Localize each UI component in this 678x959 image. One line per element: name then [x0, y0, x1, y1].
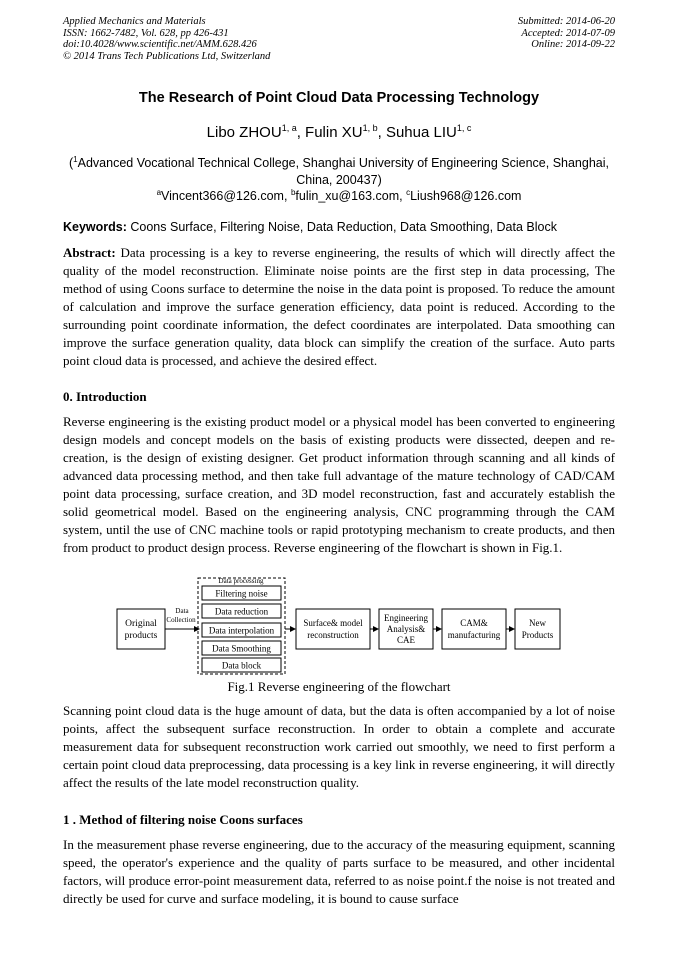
- author-emails: [0, 188, 678, 203]
- abstract-label: Abstract:: [63, 245, 116, 260]
- keywords-text: Coons Surface, Filtering Noise, Data Reduction, Data Smoothing, Data Block: [126, 220, 557, 234]
- author-separator: ,: [296, 124, 306, 141]
- abstract: [63, 244, 615, 370]
- method-paragraph: In the measurement phase reverse engineering, due to the accuracy of the measuring equipment, scanning speed, the operator's experience and the quality of parts surface to be measured, and other incidental factors, will produce error-point measurement data, referred to as noise point.f the noise is not treated and directly be used for curve and surface modeling, it is bound to cause surface: [63, 837, 615, 906]
- submission-dates: [518, 16, 615, 51]
- cam-line2: manufacturing: [447, 630, 501, 640]
- author-affiliation-mark: 1, c: [456, 123, 472, 133]
- original-products-line2: products: [124, 631, 158, 641]
- introduction-heading: 0. Introduction: [63, 389, 147, 404]
- step-data-smoothing: Data Smoothing: [212, 643, 271, 654]
- email-mark: a: [156, 188, 162, 197]
- new-products-box: [515, 609, 560, 649]
- author-name: Fulin XU: [305, 124, 363, 141]
- affiliation-open-paren: (: [69, 156, 74, 170]
- cam-manufacturing-box: [442, 609, 506, 649]
- email-address: fulin_xu@163.com: [295, 189, 400, 203]
- accepted-date: Accepted: 2014-07-09: [521, 27, 615, 39]
- original-products-line1: Original: [125, 619, 157, 629]
- surface-reconstruction-line1: Surface& model: [303, 618, 363, 628]
- affiliation-mark: 1: [73, 155, 78, 164]
- introduction-paragraph: Reverse engineering is the existing product model or a physical model has been converted to engineering design models and concept models on the basis of existing products were dissected, deepen and re-creation, is the design of existing designer. Get product information through scanning and all kinds of advanced data processing method, and then take full advantage of the mature technology of CAD/CAM point data processing, surface creation, and 3D model reconstruction, fast and accurately establish the solid geometrical model. Based on the engineering analysis, CNC programming through the CAM system, until the use of CNC machine tools or rapid prototyping mechanism to create products, and then from product to product design process. Reverse engineering of the flowchart is shown in Fig.1.: [63, 414, 615, 555]
- engineering-line3: CAE: [397, 635, 415, 645]
- scanning-paragraph: Scanning point cloud data is the huge amount of data, but the data is often accompanied by a lot of noise points, affect the subsequent surface reconstruction. In order to obtain a complete and accurate measurement data for subsequent reconstruction work carried out smoothly, we need to first perform a certain point cloud data preprocessing, data processing is a key link in reverse engineering, it will directly affect the results of the late model reconstruction quality.: [63, 703, 615, 790]
- method-heading: 1 . Method of filtering noise Coons surfaces: [63, 812, 303, 827]
- surface-reconstruction-line2: reconstruction: [307, 630, 359, 640]
- online-date: Online: 2014-09-22: [531, 39, 615, 50]
- author-list: [0, 123, 678, 141]
- email-mark: b: [290, 188, 296, 197]
- email-separator: ,: [283, 189, 291, 203]
- submitted-date: Submitted: 2014-06-20: [517, 16, 615, 27]
- abstract-text: Data processing is a key to reverse engineering, the results of which will directly affect the quality of the model reconstruction. Eliminate noise points are the first step in data processing, The method of using Coons surface to determine the noise in the data point is proposed. To reduce the amount of calculation and improve the surface generation efficiency, data point is reduced. According to the surrounding point coordinate information, the defect coordinates are interpolated. Data smoothing can improve the surface generation quality, data block can simplify the creation of the surface. Auto parts point cloud data is processed, and achieve the desired effect.: [63, 245, 615, 368]
- email-address: Vincent366@126.com: [161, 189, 284, 203]
- copyright-line: © 2014 Trans Tech Publications Ltd, Switzerland: [63, 50, 271, 62]
- new-products-line1: New: [529, 618, 546, 628]
- original-products-box: [117, 609, 165, 649]
- author-affiliation-mark: 1, a: [281, 123, 297, 133]
- new-products-line2: Products: [521, 630, 554, 640]
- email-separator: ,: [399, 189, 407, 203]
- journal-info: [63, 16, 270, 62]
- surface-reconstruction-box: [296, 609, 370, 649]
- engineering-line1: Engineering: [384, 613, 428, 623]
- paper-title: The Research of Point Cloud Data Processing Technology: [138, 90, 540, 106]
- engineering-line2: Analysis&: [386, 624, 426, 634]
- data-collection-label-line1: Data: [175, 607, 189, 615]
- doi-line: doi:10.4028/www.scientific.net/AMM.628.426: [63, 39, 257, 50]
- author-name: Suhua LIU: [385, 124, 457, 141]
- keywords: [63, 220, 615, 234]
- step-data-block: Data block: [221, 660, 262, 671]
- author-name: Libo ZHOU: [206, 124, 282, 141]
- affiliation: [63, 151, 615, 189]
- issn-line: ISSN: 1662-7482, Vol. 628, pp 426-431: [63, 27, 229, 39]
- affiliation-text: Advanced Vocational Technical College, Shanghai University of Engineering Science, Shanghai, China, 200437): [77, 156, 609, 187]
- data-processing-label: Data processing: [218, 577, 264, 585]
- email-mark: c: [406, 188, 411, 197]
- figure-1-caption: Fig.1 Reverse engineering of the flowchart: [227, 679, 451, 694]
- step-data-reduction: Data reduction: [214, 606, 269, 617]
- cam-line1: CAM&: [460, 618, 488, 628]
- email-address: Liush968@126.com: [410, 189, 522, 203]
- keywords-label: Keywords:: [63, 220, 127, 234]
- author-affiliation-mark: 1, b: [362, 123, 378, 133]
- data-collection-label-line2: Collection: [166, 616, 196, 624]
- author-separator: ,: [377, 124, 386, 141]
- step-filtering-noise: Filtering noise: [215, 588, 268, 599]
- step-data-interpolation: Data interpolation: [208, 625, 275, 636]
- journal-name: Applied Mechanics and Materials: [63, 16, 206, 27]
